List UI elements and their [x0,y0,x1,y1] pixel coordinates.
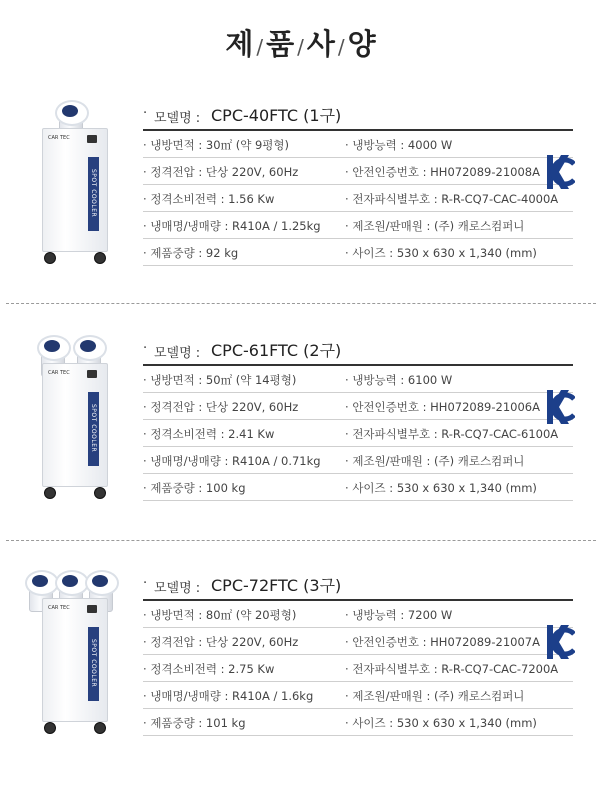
cooler-body [42,598,108,722]
spec-table [143,601,573,736]
spec-cell-left: · 냉방면적 : 30㎡ (약 9평형) [143,138,289,152]
spot-cooler-image [30,335,120,505]
spec-cell-left: · 정격전압 : 단상 220V, 60Hz [143,400,299,414]
spec-row [143,393,573,420]
spec-cell-left: · 제품중량 : 100 kg [143,481,246,495]
control-panel-icon [87,135,97,143]
brand-logo: CAR TEC [48,605,70,611]
caster-wheel-icon [94,722,106,734]
caster-wheel-icon [44,722,56,734]
spec-cell-right: · 제조원/판매원 : (주) 캐로스컴퍼니 [345,454,525,468]
duct-outlet-icon [25,570,59,596]
kc-certification-icon [545,388,575,426]
model-row [143,103,573,131]
model-label: 모델명 : [154,111,201,126]
duct-outlet-icon [55,570,89,596]
spec-row [143,655,573,682]
model-row [143,338,573,366]
stripe-label: SPOT COOLER [90,639,97,688]
kc-certification-icon [545,623,575,661]
spec-row [143,682,573,709]
spec-row [143,212,573,239]
cooler-body [42,128,108,252]
spec-cell-left: · 정격전압 : 단상 220V, 60Hz [143,635,299,649]
brand-logo: CAR TEC [48,135,70,141]
product-section [0,330,602,570]
spec-row [143,366,573,393]
spec-cell-right: · 안전인증번호 : HH072089-21007A [345,635,540,649]
spec-row [143,447,573,474]
spec-row [143,601,573,628]
spec-cell-left: · 냉매명/냉매량 : R410A / 1.6kg [143,689,314,703]
spec-table [143,366,573,501]
spec-cell-right: · 안전인증번호 : HH072089-21008A [345,165,540,179]
spec-cell-left: · 냉매명/냉매량 : R410A / 0.71kg [143,454,321,468]
spec-cell-left: · 냉방면적 : 50㎡ (약 14평형) [143,373,297,387]
spot-cooler-image [30,570,120,740]
product-section [0,95,602,335]
spec-cell-left: · 정격전압 : 단상 220V, 60Hz [143,165,299,179]
spec-cell-left: · 정격소비전력 : 1.56 Kw [143,192,275,206]
kc-certification-icon [545,153,575,191]
cooler-body [42,363,108,487]
spec-cell-right: · 사이즈 : 530 x 630 x 1,340 (mm) [345,716,537,730]
spec-table [143,131,573,266]
model-name: CPC-40FTC (1구) [211,106,342,125]
spec-cell-right: · 사이즈 : 530 x 630 x 1,340 (mm) [345,481,537,495]
brand-logo: CAR TEC [48,370,70,376]
spec-cell-right: · 전자파식별부호 : R-R-CQ7-CAC-4000A [345,192,559,206]
bullet: · [143,106,148,121]
spec-cell-left: · 냉방면적 : 80㎡ (약 20평형) [143,608,297,622]
stripe-label: SPOT COOLER [90,169,97,218]
bullet: · [143,341,148,356]
product-section [0,565,602,805]
model-label: 모델명 : [154,581,201,596]
spec-row [143,239,573,266]
duct-outlet-icon [73,335,107,361]
page-title: 제 /품 /사 /양 [225,27,377,61]
spec-cell-right: · 전자파식별부호 : R-R-CQ7-CAC-6100A [345,427,559,441]
spec-row [143,158,573,185]
duct-outlet-icon [37,335,71,361]
spec-cell-left: · 제품중량 : 92 kg [143,246,239,260]
spec-row [143,185,573,212]
spec-cell-right: · 사이즈 : 530 x 630 x 1,340 (mm) [345,246,537,260]
spec-row [143,628,573,655]
spec-cell-left: · 정격소비전력 : 2.41 Kw [143,427,275,441]
spec-cell-right: · 냉방능력 : 6100 W [345,373,453,387]
model-label: 모델명 : [154,346,201,361]
spec-cell-right: · 냉방능력 : 4000 W [345,138,453,152]
spec-cell-left: · 냉매명/냉매량 : R410A / 1.25kg [143,219,321,233]
spec-row [143,474,573,501]
caster-wheel-icon [94,252,106,264]
duct-outlet-icon [55,100,89,126]
spot-cooler-image [30,100,120,270]
caster-wheel-icon [94,487,106,499]
spec-cell-right: · 냉방능력 : 7200 W [345,608,453,622]
model-row [143,573,573,601]
caster-wheel-icon [44,252,56,264]
spec-row [143,420,573,447]
bullet: · [143,576,148,591]
caster-wheel-icon [44,487,56,499]
control-panel-icon [87,370,97,378]
spec-cell-right: · 제조원/판매원 : (주) 캐로스컴퍼니 [345,689,525,703]
spec-cell-right: · 안전인증번호 : HH072089-21006A [345,400,540,414]
section-divider [6,303,596,304]
spec-cell-right: · 제조원/판매원 : (주) 캐로스컴퍼니 [345,219,525,233]
stripe-label: SPOT COOLER [90,404,97,453]
spec-cell-right: · 전자파식별부호 : R-R-CQ7-CAC-7200A [345,662,559,676]
model-name: CPC-61FTC (2구) [211,341,342,360]
control-panel-icon [87,605,97,613]
duct-outlet-icon [85,570,119,596]
spec-cell-left: · 정격소비전력 : 2.75 Kw [143,662,275,676]
spec-row [143,709,573,736]
model-name: CPC-72FTC (3구) [211,576,342,595]
spec-cell-left: · 제품중량 : 101 kg [143,716,246,730]
section-divider [6,540,596,541]
spec-row [143,131,573,158]
